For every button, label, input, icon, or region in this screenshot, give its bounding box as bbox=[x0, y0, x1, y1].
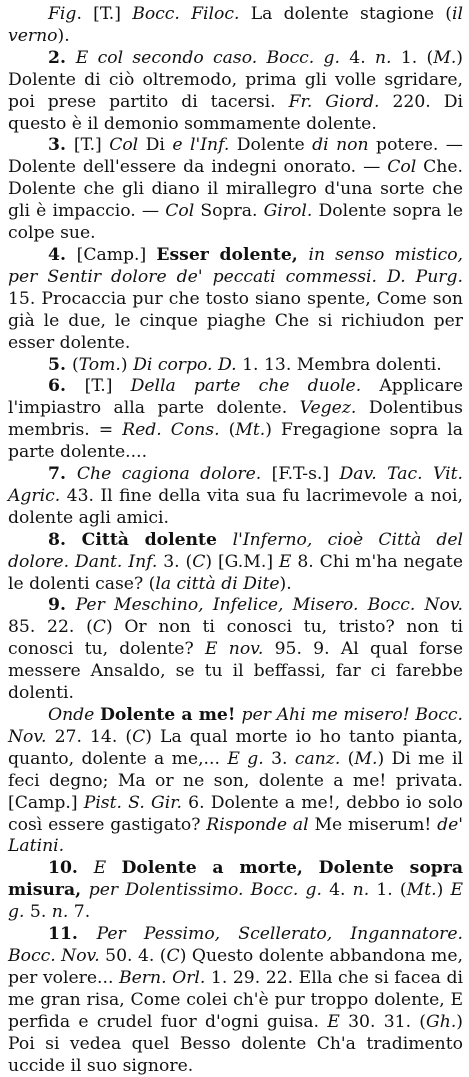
italic-text: E col secondo caso. Bocc. g. bbox=[75, 47, 340, 68]
italic-text: C bbox=[192, 551, 206, 572]
italic-text: n. bbox=[374, 47, 392, 68]
text-run: Dolente bbox=[229, 135, 313, 156]
italic-text: il verno bbox=[8, 4, 464, 46]
text-run: ) bbox=[120, 354, 134, 375]
italic-text: Fr. Giord. bbox=[288, 91, 380, 112]
italic-text: per Ahi me misero! Bocc. Nov. bbox=[8, 705, 463, 747]
text-run: ) Or non ti conosci tu, tristo? non ti conosci tu, dolente? bbox=[8, 617, 463, 660]
text-run: ) Questo dolente abbandona me, per volere... bbox=[8, 945, 463, 988]
italic-text: Risponde al bbox=[206, 814, 309, 835]
text-run: Sopra. bbox=[194, 201, 264, 222]
entry-p-3 bbox=[8, 135, 463, 245]
italic-text: Fig bbox=[48, 4, 77, 24]
text-run: 1. ( bbox=[369, 880, 407, 901]
text-run: ). bbox=[279, 573, 292, 594]
italic-text: C bbox=[166, 945, 180, 966]
text-run: ) bbox=[436, 880, 451, 901]
italic-text: Girol. bbox=[263, 201, 313, 222]
entry-p-4 bbox=[8, 245, 463, 355]
entry-p-5 bbox=[8, 355, 463, 377]
entry-p-onde bbox=[8, 705, 463, 858]
text-run: Di bbox=[138, 135, 173, 156]
italic-text: M. bbox=[354, 748, 378, 769]
bold-text: 2. bbox=[48, 47, 76, 68]
italic-text: Col bbox=[387, 157, 417, 178]
text-run: 4. bbox=[340, 47, 375, 68]
italic-text: E g. bbox=[227, 748, 264, 769]
entry-p-9 bbox=[8, 595, 463, 705]
text-run: 95. 9. Al qual forse messere Ansaldo, se tu il beffassi, far ci farebbe dolenti. bbox=[8, 639, 463, 704]
italic-text: Per Pessimo, Scellerato, Ingannatore. Bocc. Nov. bbox=[8, 924, 463, 966]
text-run: ) [G.M.] bbox=[205, 551, 279, 572]
text-run: 85. 22. ( bbox=[8, 617, 93, 638]
italic-text: Della parte che duole. bbox=[130, 376, 362, 397]
italic-text: Bocc. Filoc. bbox=[132, 4, 240, 24]
bold-text: 9. bbox=[48, 595, 76, 616]
text-run: Che. Dolente che gli diano il mirallegro d'una sorte che gli è impaccio. — bbox=[8, 157, 463, 222]
text-run: ) Di me il feci degno; Ma or ne son, dolente a me! privata. [Camp.] bbox=[8, 748, 463, 813]
italic-text: M. bbox=[433, 47, 457, 68]
italic-text: l'Inferno, cioè Città del dolore. Dant. Inf. bbox=[8, 529, 463, 572]
italic-text: in senso mistico, per Sentir dolore de' peccati commessi. D. Purg. bbox=[8, 244, 464, 287]
text-run: 30. 31. ( bbox=[339, 1011, 427, 1032]
italic-text: Gh. bbox=[426, 1011, 457, 1032]
italic-text: Mt. bbox=[406, 880, 437, 901]
text-run: 5. bbox=[24, 902, 52, 923]
italic-text: E nov. bbox=[204, 639, 264, 660]
text-run: Me miserum! bbox=[308, 814, 438, 835]
italic-text: C bbox=[92, 617, 106, 638]
text-run: 43. Il fine della vita sua fu lacrimevole a noi, dolente agli amici. bbox=[8, 485, 463, 528]
italic-text: Vegez. bbox=[299, 398, 357, 419]
italic-text: Bern. Orl. bbox=[119, 967, 206, 988]
text-run: 15. Procaccia pur che tosto siano spente, Come son già le due, le cinque piaghe Che si richiudon per esser dolente. bbox=[8, 288, 463, 353]
text-run: Dolentibus membris. = bbox=[8, 398, 463, 441]
text-run: [T.] bbox=[84, 376, 131, 397]
text-run: Applicare l'impiastro alla parte dolente. bbox=[8, 376, 463, 419]
entry-p-2 bbox=[8, 48, 463, 136]
italic-text: de' Latini. bbox=[8, 814, 463, 857]
bold-text: 6. bbox=[48, 376, 85, 397]
text-run: 4. bbox=[321, 880, 353, 901]
bold-text: 10. bbox=[48, 858, 94, 879]
bold-text: 11. bbox=[48, 924, 97, 945]
text-run: ) Poi si vedea quel Besso dolente Ch'a tradimento uccide il suo signore. bbox=[8, 1011, 463, 1076]
italic-text: la città di Dite bbox=[155, 573, 280, 594]
text-run: ( bbox=[340, 748, 355, 769]
bold-text: 3. bbox=[48, 135, 74, 156]
italic-text: Col bbox=[165, 201, 195, 222]
italic-text: Che cagiona dolore. bbox=[76, 464, 262, 485]
bold-text: Esser dolente, bbox=[156, 244, 309, 265]
bold-text: Città dolente bbox=[81, 529, 233, 550]
bold-text: 4. bbox=[48, 244, 77, 265]
text-run: [T.] bbox=[73, 135, 110, 156]
italic-text: C bbox=[132, 726, 146, 747]
italic-text: Red. Cons. bbox=[122, 420, 220, 441]
text-run: potere. — Dolente dell'essere da indegni onorato. — bbox=[8, 135, 463, 178]
italic-text: Tom. bbox=[78, 354, 121, 375]
entry-p-8 bbox=[8, 530, 463, 596]
text-run: 3. bbox=[263, 748, 295, 769]
text-run: ) Dolente di ciò oltremodo, prima gli volle sgridare, poi prese partito di tacersi. bbox=[8, 47, 463, 112]
text-run: Dolente sopra le colpe sue. bbox=[8, 201, 464, 244]
entry-p-10 bbox=[8, 858, 463, 924]
italic-text: Col bbox=[109, 135, 139, 156]
text-run: ) La qual morte io ho tanto pianta, quanto, dolente a me,... bbox=[8, 726, 464, 769]
text-run: 8. Chi m'ha negate le dolenti case? ( bbox=[8, 551, 464, 594]
text-run: 50. 4. ( bbox=[99, 945, 167, 966]
italic-text: E g. bbox=[8, 880, 463, 923]
italic-text: Per Meschino, Infelice, Misero. Bocc. Nov. bbox=[75, 595, 463, 616]
text-run: La dolente stagione ( bbox=[239, 4, 453, 24]
entry-p-7 bbox=[8, 464, 463, 530]
text-run: ( bbox=[71, 354, 79, 375]
bold-text: Dolente a morte, Dolente sopra misura, bbox=[8, 858, 463, 901]
text-run: 220. Di questo è il demonio sommamente dolente. bbox=[8, 91, 463, 134]
text-run: ) Fregagione sopra la parte dolente.... bbox=[8, 420, 463, 463]
text-run: 1. 29. 22. Ella che si facea di me gran risa, Come colei ch'è pur troppo dolente, E perfida e crudel fuor d'ogni guisa. bbox=[8, 967, 463, 1032]
text-run: ( bbox=[219, 420, 236, 441]
bold-text: 5. bbox=[48, 354, 72, 375]
italic-text: per Dolentissimo. Bocc. g. bbox=[88, 880, 322, 901]
italic-text: Dav. Tac. Vit. Agric. bbox=[8, 464, 463, 506]
text-run: . [T.] bbox=[76, 4, 133, 24]
bold-text: Dolente a me! bbox=[100, 705, 242, 725]
italic-text: n. bbox=[51, 902, 69, 923]
text-run: 1. ( bbox=[391, 47, 434, 68]
italic-text: E bbox=[93, 858, 122, 879]
text-run: 3. ( bbox=[157, 551, 193, 572]
entry-p-fig bbox=[8, 4, 463, 48]
italic-text: canz. bbox=[294, 748, 341, 769]
text-run: 1. 13. Membra dolenti. bbox=[236, 354, 442, 375]
text-run: [Camp.] bbox=[76, 244, 157, 265]
text-run: [F.T-s.] bbox=[261, 464, 340, 485]
italic-text: E bbox=[327, 1011, 340, 1032]
text-run: 7. bbox=[68, 902, 91, 923]
italic-text: E bbox=[278, 551, 292, 572]
bold-text: 7. bbox=[48, 464, 77, 485]
italic-text: Pist. S. Gir. bbox=[83, 792, 182, 813]
italic-text: di non bbox=[312, 135, 369, 156]
entry-p-11 bbox=[8, 924, 463, 1077]
italic-text: Mt. bbox=[235, 420, 266, 441]
italic-text: n. bbox=[352, 880, 370, 901]
text-run: 27. 14. ( bbox=[46, 726, 133, 747]
text-run: 6. Dolente a me!, debbo io solo così essere gastigato? bbox=[8, 792, 463, 835]
text-run: ). bbox=[57, 25, 70, 46]
bold-text: 8. bbox=[48, 529, 82, 550]
italic-text: e l'Inf. bbox=[172, 135, 230, 156]
italic-text: Di corpo. D. bbox=[133, 354, 237, 375]
entry-p-6 bbox=[8, 376, 463, 464]
italic-text: Onde bbox=[48, 705, 100, 725]
